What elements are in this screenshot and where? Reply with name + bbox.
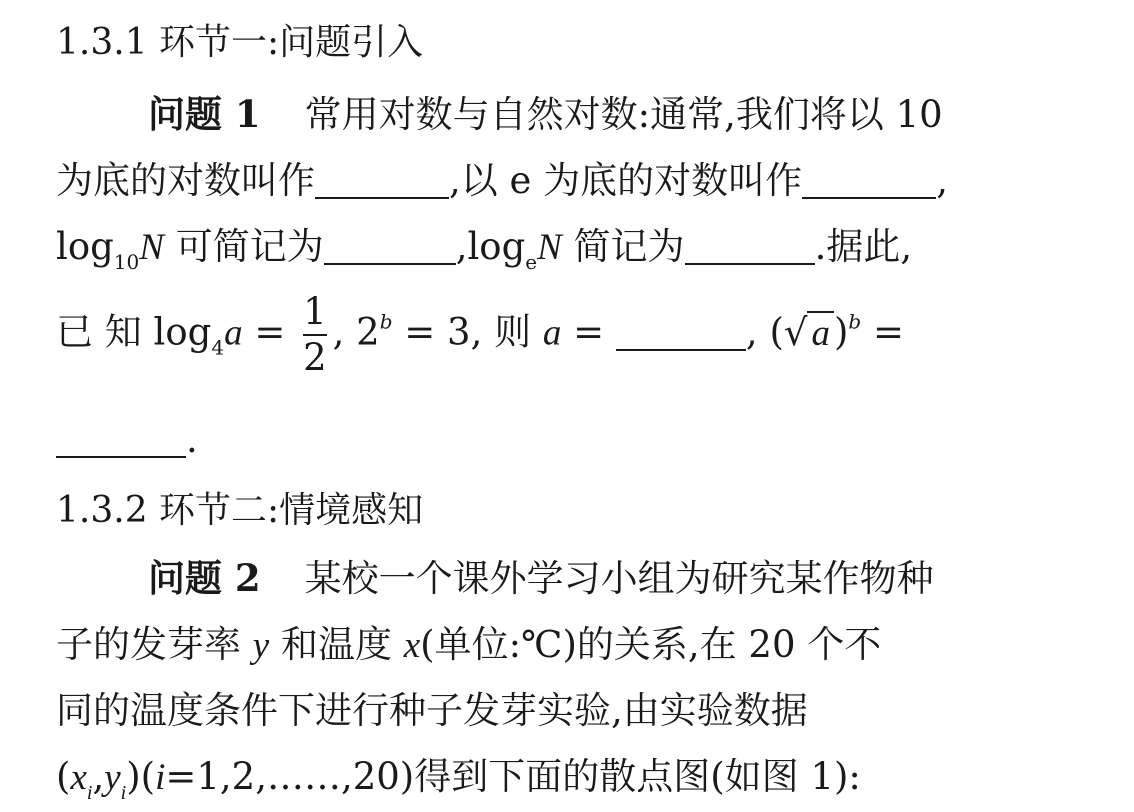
frac-numerator: 1 <box>303 290 327 333</box>
q1-l4e: , ( <box>745 310 784 354</box>
frac-denominator: 2 <box>303 336 327 379</box>
blank-4[interactable] <box>685 227 815 265</box>
blank-1[interactable] <box>315 161 449 199</box>
q1-l4a: 已 知 log <box>56 310 212 354</box>
blank-2[interactable] <box>802 161 936 199</box>
q1-l4eq: = <box>242 310 298 354</box>
q1-l3d: 简记为 <box>561 225 685 268</box>
question-2-line-3: 同的温度条件下进行种子发芽实验,由实验数据 <box>56 689 808 732</box>
q1-l3c: ,log <box>455 225 526 268</box>
q1-l1: 常用对数与自然对数:通常,我们将以 10 <box>304 93 943 136</box>
q2-l2y: y <box>252 625 270 666</box>
q2-l4y: y <box>104 757 121 798</box>
q2-l2a: 子的发芽率 <box>56 623 253 666</box>
blank-3[interactable] <box>324 227 456 265</box>
q1-l4f: ) <box>833 310 849 354</box>
q2-l4b: , <box>92 755 105 798</box>
q1-l3b: 可简记为 <box>163 225 324 268</box>
question-2-label: 问题 2 <box>148 556 261 600</box>
q1-l2c: , <box>936 159 948 202</box>
question-2-line-2 <box>56 614 1134 680</box>
q2-l4i: i <box>155 757 166 798</box>
q1-l5: . <box>186 418 198 461</box>
q1-l2b: ,以 e 为底的对数叫作 <box>449 159 803 202</box>
q1-l4c: = 3, 则 <box>392 310 543 354</box>
q1-l4sub: 4 <box>211 335 225 360</box>
q2-l4xi: i <box>86 782 93 804</box>
question-1-line-5 <box>56 418 1134 484</box>
blank-6[interactable] <box>56 420 186 458</box>
q1-l4var: a <box>224 312 243 354</box>
question-1-line-4 <box>56 290 1134 390</box>
q2-l2b: 和温度 <box>269 623 404 666</box>
question-1-line-2 <box>56 150 1134 216</box>
q1-l4b: , 2 <box>332 310 380 354</box>
q1-l3N: N <box>139 227 164 268</box>
q2-l4x: x <box>70 757 87 798</box>
blank-5[interactable] <box>616 313 746 351</box>
q1-l3a: log <box>56 225 114 268</box>
question-2-line-1 <box>148 548 1080 614</box>
q2-l2x: x <box>403 625 421 666</box>
q1-l4var2: a <box>542 312 562 354</box>
q1-l3N2: N <box>537 227 562 268</box>
q1-l4sup: b <box>379 309 393 334</box>
q2-l4a: ( <box>56 755 71 798</box>
q1-l4g: = <box>861 310 904 354</box>
q2-l4yi: i <box>120 782 127 804</box>
q1-l2a: 为底的对数叫作 <box>56 159 315 202</box>
section-heading-2: 1.3.2 环节二:情境感知 <box>56 490 424 531</box>
fraction-one-half <box>303 290 327 380</box>
question-2-line-4 <box>56 746 1134 812</box>
question-1-line-3 <box>56 216 1134 282</box>
q1-l3e: .据此, <box>814 225 913 268</box>
q1-l4d: = <box>561 310 616 354</box>
section-heading-1: 1.3.1 环节一:问题引入 <box>56 22 424 63</box>
question-1-line-1 <box>148 84 1080 150</box>
q1-l3sub2: e <box>525 250 538 274</box>
q2-l1: 某校一个课外学习小组为研究某作物种 <box>304 557 934 600</box>
q2-l4d: =1,2,……,20)得到下面的散点图(如图 1): <box>165 755 861 798</box>
sqrt-radicand: a <box>807 311 834 354</box>
sqrt-symbol: √ a <box>784 311 834 355</box>
question-1-label: 问题 1 <box>148 92 261 136</box>
q1-l3sub: 10 <box>113 250 140 274</box>
q1-l4sup2: b <box>848 309 862 334</box>
q2-l2c: (单位:℃)的关系,在 20 个不 <box>420 623 882 666</box>
q2-l4c: )( <box>126 755 156 798</box>
